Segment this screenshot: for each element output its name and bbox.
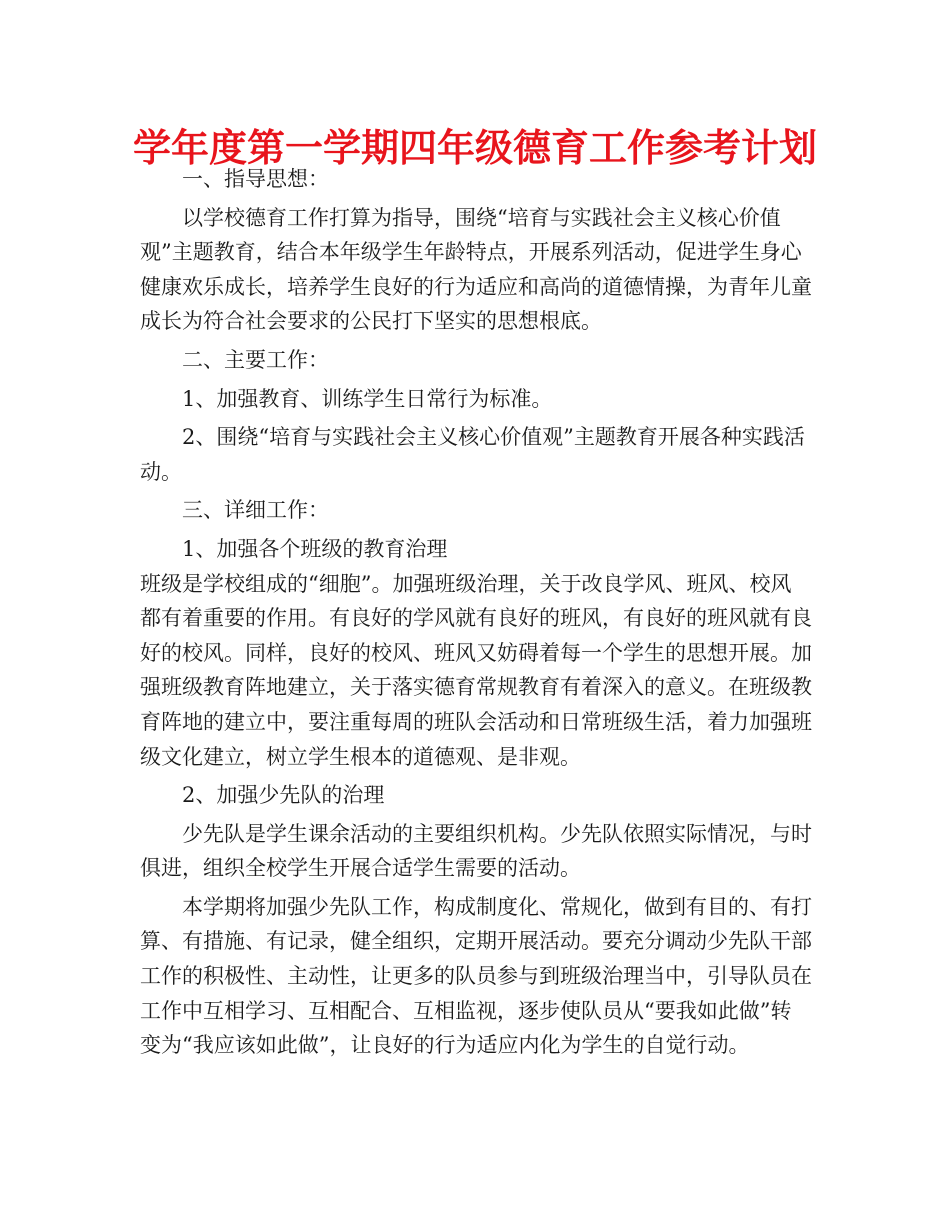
list-item-main-work-2: 2、围绕“培育与实践社会主义核心价值观”主题教育开展各种实践活动。 (140, 425, 805, 484)
paragraph-guiding-thought: 以学校德育工作打算为指导，围绕“培育与实践社会主义核心价值观”主题教育，结合本年级学生年龄特点，开展系列活动，促进学生身心健康欢乐成长，培养学生良好的行为适应和高尚的道德情操，为青年儿童成长为符合社会要求的公民打下坚实的思想根底。 (140, 205, 812, 334)
paragraph-young-pioneers-plan: 本学期将加强少先队工作，构成制度化、常规化，做到有目的、有打算、有措施、有记录，健全组织，定期开展活动。要充分调动少先队干部工作的积极性、主动性，让更多的队员参与到班级治理当中，引导队员在工作中互相学习、互相配合、互相监视，逐步使队员从“要我如此做”转变为“我应该如此做”，让良好的行为适应内化为学生的自觉行动。 (140, 894, 812, 1058)
paragraph-young-pioneers-intro: 少先队是学生课余活动的主要组织机构。少先队依照实际情况，与时俱进，组织全校学生开展合适学生需要的活动。 (140, 821, 812, 881)
subheading-young-pioneers: 2、加强少先队的治理 (182, 783, 385, 808)
subheading-class-management: 1、加强各个班级的教育治理 (182, 536, 448, 561)
section-heading-main-work: 二、主要工作： (182, 347, 329, 372)
section-heading-guiding-thought: 一、指导思想： (182, 167, 329, 191)
document-title: 学年度第一学期四年级德育工作参考计划 (132, 126, 817, 170)
list-item-main-work-1: 1、加强教育、训练学生日常行为标准。 (182, 386, 553, 411)
document-body (140, 162, 812, 1063)
paragraph-class-management: 班级是学校组成的“细胞”。加强班级治理，关于改良学风、班风、校风都有着重要的作用。有良好的学风就有良好的班风，有良好的班风就有良好的校风。同样，良好的校风、班风又妨碍着每一个学生的思想开展。加强班级教育阵地建立，关于落实德育常规教育有着深入的意义。在班级教育阵地的建立中，要注重每周的班队会活动和日常班级生活，着力加强班级文化建立，树立学生根本的道德观、是非观。 (140, 571, 812, 769)
section-heading-detailed-work: 三、详细工作： (182, 498, 329, 523)
